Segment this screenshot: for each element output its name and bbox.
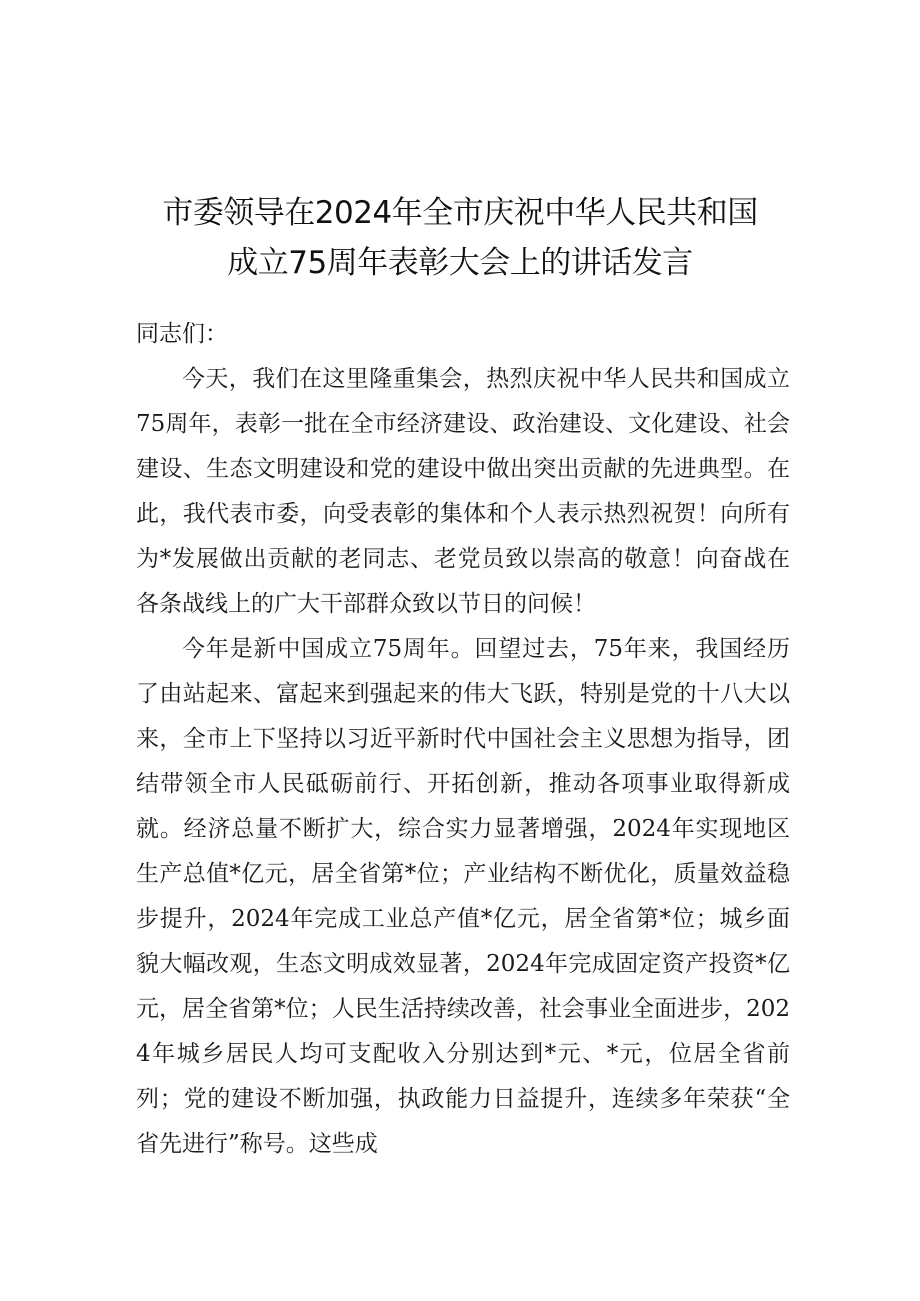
title-line-1: 市委领导在2024年全市庆祝中华人民共和国 bbox=[162, 195, 758, 231]
paragraph-2: 今年是新中国成立75周年。回望过去，75年来，我国经历了由站起来、富起来到强起来的伟大飞跃，特别是党的十八大以来，全市上下坚持以习近平新时代中国社会主义思想为指导，团结带领全市人民砥砺前行、开拓创新，推动各项事业取得新成就。经济总量不断扩大，综合实力显著增强，2024年实现地区生产总值*亿元，居全省第*位；产业结构不断优化，质量效益稳步提升，2024年完成工业总产值*亿元，居全省第*位；城乡面貌大幅改观，生态文明成效显著，2024年完成固定资产投资*亿元，居全省第*位；人民生活持续改善，社会事业全面进步，2024年城乡居民人均可支配收入分别达到*元、*元，位居全省前列；党的建设不断加强，执政能力日益提升，连续多年荣获“全省先进行”称号。这些成 bbox=[136, 636, 790, 1157]
paragraph-1: 今天，我们在这里隆重集会，热烈庆祝中华人民共和国成立75周年，表彰一批在全市经济建设、政治建设、文化建设、社会建设、生态文明建设和党的建设中做出突出贡献的先进典型。在此，我代表市委，向受表彰的集体和个人表示热烈祝贺！向所有为*发展做出贡献的老同志、老党员致以崇高的敬意！向奋战在各条战线上的广大干部群众致以节日的问候！ bbox=[136, 366, 790, 617]
salutation: 同志们： bbox=[136, 321, 228, 347]
document-title bbox=[120, 188, 800, 288]
title-line-2: 成立75周年表彰大会上的讲话发言 bbox=[227, 245, 693, 281]
document-body bbox=[136, 312, 790, 1167]
